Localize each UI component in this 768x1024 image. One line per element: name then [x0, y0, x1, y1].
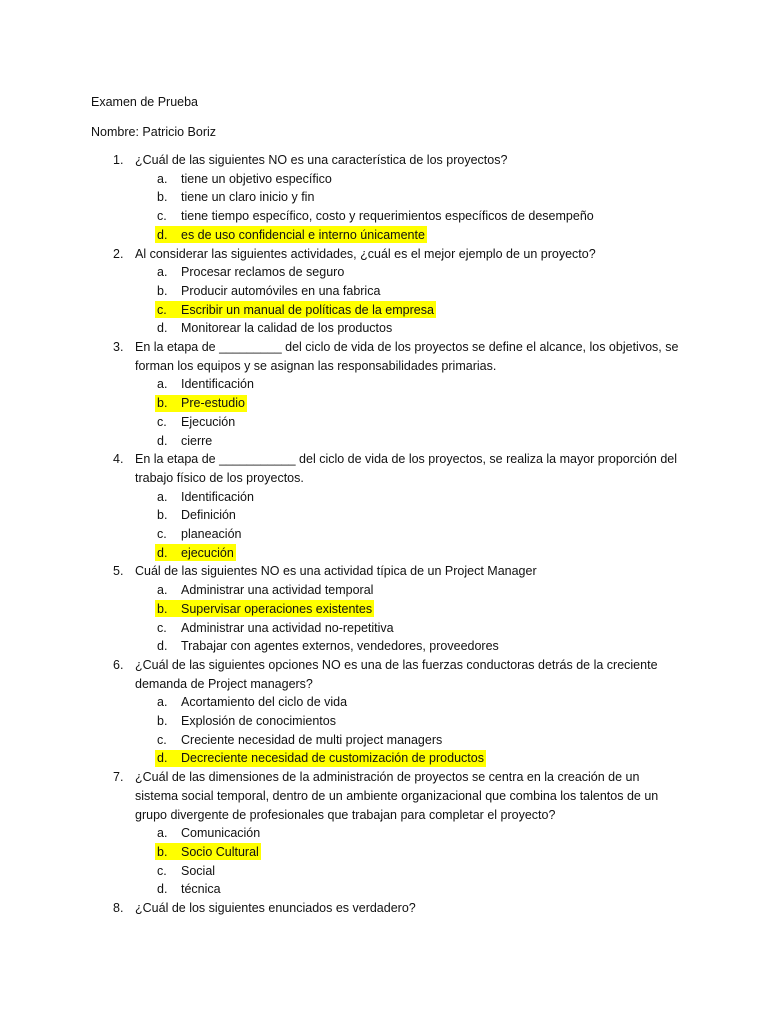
question-text: ¿Cuál de las siguientes NO es una característica de los proyectos?	[135, 153, 508, 167]
question-text: ¿Cuál de las dimensiones de la administración de proyectos se centra en la creación de un	[135, 770, 640, 785]
option-text: Monitorear la calidad de los productos	[181, 321, 393, 336]
option-label: c.	[157, 732, 167, 747]
question-text: grupo divergente de profesionales que trabajan para completar el proyecto?	[135, 807, 556, 822]
option-label: b.	[157, 601, 168, 616]
option-label: d.	[157, 433, 168, 448]
option-text: Identificación	[181, 489, 254, 504]
question-text: trabajo físico de los proyectos.	[135, 470, 304, 485]
option-label: d.	[157, 321, 168, 336]
option-label: b.	[157, 714, 168, 728]
option-text: técnica	[181, 882, 221, 897]
option-text: Social	[181, 863, 216, 878]
question-number: 2.	[113, 246, 124, 261]
option-text-correct: es de uso confidencial e interno únicamente	[181, 227, 425, 242]
option-text: tiene tiempo específico, costo y requerimientos específicos de desempeño	[181, 209, 594, 224]
option-text: Identificación	[181, 377, 254, 392]
exam-title: Examen de Prueba	[91, 95, 199, 109]
option-text: Administrar una actividad no-repetitiva	[181, 620, 394, 635]
option-text: Producir automóviles en una fabrica	[181, 283, 381, 298]
option-text-correct: Supervisar operaciones existentes	[181, 601, 373, 616]
option-text-correct: Pre-estudio	[181, 396, 245, 411]
option-label: b.	[157, 396, 168, 411]
question-text: Cuál de las siguientes NO es una actividad típica de un Project Manager	[135, 564, 537, 579]
question-text: En la etapa de _________ del ciclo de vida de los proyectos se define el alcance, los objetivos, se	[135, 340, 679, 354]
option-label: d.	[157, 227, 168, 242]
option-text: Acortamiento del ciclo de vida	[181, 695, 348, 710]
option-label: c.	[157, 414, 167, 429]
option-label: a.	[157, 265, 168, 280]
question-text: sistema social temporal, dentro de un ambiente organizacional que combina los talentos de un	[135, 788, 659, 803]
option-text: Explosión de conocimientos	[181, 714, 336, 728]
option-label: b.	[157, 508, 168, 523]
option-label: a.	[157, 583, 168, 598]
question-text: ¿Cuál de las siguientes opciones NO es una de las fuerzas conductoras detrás de la creciente	[135, 657, 658, 672]
option-text: Trabajar con agentes externos, vendedores, proveedores	[181, 639, 499, 654]
question-number: 7.	[113, 770, 124, 785]
option-text-correct: Decreciente necesidad de customización de productos	[181, 751, 484, 766]
question-number: 3.	[113, 340, 124, 354]
option-text: planeación	[181, 527, 242, 541]
option-label: b.	[157, 283, 168, 298]
option-text: Ejecución	[181, 414, 236, 429]
option-label: a.	[157, 377, 168, 392]
question-text: demanda de Project managers?	[135, 676, 313, 691]
option-text: Administrar una actividad temporal	[181, 583, 374, 598]
question-text: En la etapa de ___________ del ciclo de vida de los proyectos, se realiza la mayor proporción del	[135, 452, 678, 467]
option-text: tiene un claro inicio y fin	[181, 190, 315, 205]
option-text: tiene un objetivo específico	[181, 171, 332, 186]
question-number: 4.	[113, 452, 124, 467]
option-label: a.	[157, 695, 168, 710]
option-text: Creciente necesidad de multi project managers	[181, 732, 443, 747]
question-number: 5.	[113, 564, 124, 579]
option-label: c.	[157, 620, 167, 635]
option-label: a.	[157, 826, 168, 841]
question-number: 1.	[113, 153, 124, 167]
option-label: d.	[157, 882, 168, 897]
option-label: d.	[157, 751, 168, 766]
option-text: cierre	[181, 433, 213, 448]
option-label: c.	[157, 302, 167, 317]
option-label: d.	[157, 545, 168, 560]
option-text: Definición	[181, 508, 236, 523]
question-text: ¿Cuál de los siguientes enunciados es verdadero?	[135, 901, 416, 915]
option-label: c.	[157, 209, 167, 224]
option-label: d.	[157, 639, 168, 654]
question-number: 8.	[113, 901, 124, 915]
option-text-correct: Escribir un manual de políticas de la empresa	[181, 302, 434, 317]
student-name: Nombre: Patricio Boriz	[91, 125, 217, 139]
option-label: a.	[157, 171, 168, 186]
option-text-correct: Socio Cultural	[181, 844, 259, 859]
option-label: c.	[157, 527, 167, 541]
question-number: 6.	[113, 657, 124, 672]
option-text: Procesar reclamos de seguro	[181, 265, 345, 280]
question-text: Al considerar las siguientes actividades, ¿cuál es el mejor ejemplo de un proyecto?	[135, 246, 596, 261]
option-label: b.	[157, 190, 168, 205]
option-label: a.	[157, 489, 168, 504]
option-label: c.	[157, 863, 167, 878]
option-text: Comunicación	[181, 826, 261, 841]
option-label: b.	[157, 844, 168, 859]
question-text: forman los equipos y se asignan las responsabilidades primarias.	[135, 358, 497, 373]
option-text-correct: ejecución	[181, 545, 234, 560]
